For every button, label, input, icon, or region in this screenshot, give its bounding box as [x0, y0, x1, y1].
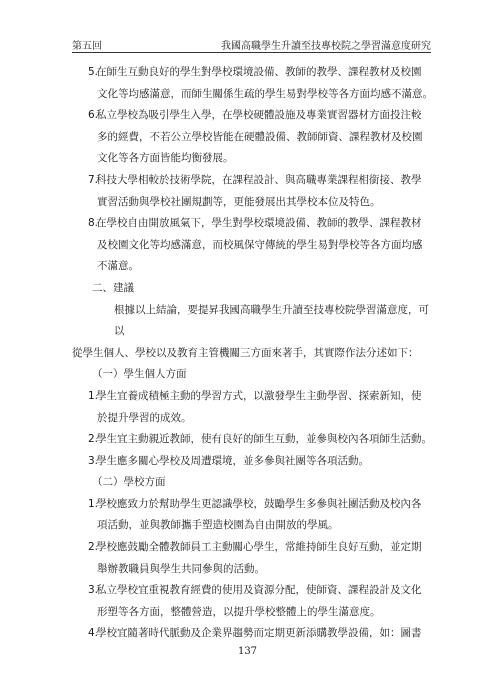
list-item — [72, 170, 437, 213]
item-number: 5. — [88, 66, 99, 78]
item-number: 2. — [88, 541, 99, 554]
item-line: 學校應鼓勵全體教師員工主動關心學生，常維持師生良好互動，並定期 — [96, 541, 422, 554]
item-line: 文化等各方面皆能均衡發展。 — [97, 152, 234, 165]
item-line: 學生宜養成積極主動的學習方式，以激發學生主動學習、探索新知，使 — [96, 389, 422, 402]
list-item — [72, 213, 437, 278]
item-line: 項活動，並與教師攜手塑造校園為自由開放的學風。 — [97, 519, 339, 532]
section-heading: 二、建議 — [92, 281, 134, 294]
paragraph-line: 從學生個人、學校以及教育主管機關三方面來著手，其實際作法分述如下： — [72, 346, 419, 359]
item-number: 3. — [88, 454, 99, 467]
intro-paragraph — [72, 300, 437, 365]
item-number: 1. — [88, 389, 99, 402]
item-line: 多的經費，不若公立學校皆能在硬體設備、教師師資、課程教材及校園 — [97, 130, 423, 143]
item-number: 2. — [88, 433, 99, 446]
list-item — [72, 537, 437, 580]
item-line: 學校宜隨著時代脈動及企業界趨勢而定期更新添購教學設備，如：圖書 — [96, 627, 422, 640]
item-number: 3. — [88, 584, 99, 597]
list-item — [72, 62, 437, 105]
list-item — [72, 105, 437, 170]
item-line: 私立學校為吸引學生入學，在學校硬體設施及專業實習器材方面投注較 — [96, 109, 422, 122]
paragraph-line: 根據以上結論，要提昇我國高職學生升讀至技專校院學習滿意度，可以 — [114, 303, 429, 338]
list-item — [72, 429, 437, 451]
item-number: 4. — [88, 627, 99, 640]
item-line: 舉辦教職員與學生共同參與的活動。 — [97, 562, 265, 575]
item-line: 於提升學習的成效。 — [97, 411, 192, 424]
item-line: 學生應多關心學校及周遭環境，並多參與社團等各項活動。 — [96, 454, 369, 467]
item-line: 學校應致力於幫助學生更認識學校，鼓勵學生多參與社團活動及校內各 — [96, 497, 422, 510]
item-number: 7. — [88, 173, 99, 186]
list-item — [72, 580, 437, 623]
list-item — [72, 494, 437, 537]
list-item — [72, 451, 437, 473]
subsection-heading: （二）學校方面 — [92, 476, 166, 489]
item-line: 私立學校宜重視教育經費的使用及資源分配，使師資、課程設計及文化 — [96, 584, 422, 597]
item-number: 1. — [88, 497, 99, 510]
subsection-heading: （一）學生個人方面 — [92, 368, 187, 381]
running-header-chapter: 第五回 — [72, 41, 102, 52]
item-line: 不滿意。 — [97, 260, 139, 273]
item-line: 實習活動與學校社團規劃等，更能發展出其學校本位及特色。 — [97, 195, 381, 208]
item-line: 科技大學相較於技術學院，在課程設計、與高職專業課程相銜接、教學 — [96, 173, 422, 186]
item-line: 文化等均感滿意，而師生關係生疏的學生易對學校等各方面均感不滿意。 — [97, 87, 433, 100]
running-header-title: 我國高職學生升讀至技專校院之學習滿意度研究 — [221, 41, 431, 52]
page-body — [72, 62, 437, 645]
header-rule — [72, 52, 431, 53]
item-line: 在學校自由開放風氣下，學生對學校環境設備、教師的教學、課程教材 — [96, 217, 422, 230]
list-item — [72, 386, 437, 429]
item-number: 6. — [88, 109, 99, 122]
item-line: 在師生互動良好的學生對學校環境設備、教師的教學、課程教材及校園 — [96, 66, 422, 78]
item-line: 及校園文化等均感滿意，而校風保守傳統的學生易對學校等各方面均感 — [97, 238, 423, 251]
page-number: 137 — [237, 646, 258, 657]
list-item — [72, 623, 437, 645]
item-line: 學生宜主動親近教師，使有良好的師生互動，並參與校內各項師生活動。 — [96, 433, 432, 446]
item-line: 形塑等各方面，整體營造，以提升學校整體上的學生滿意度。 — [97, 605, 381, 618]
item-number: 8. — [88, 217, 99, 230]
